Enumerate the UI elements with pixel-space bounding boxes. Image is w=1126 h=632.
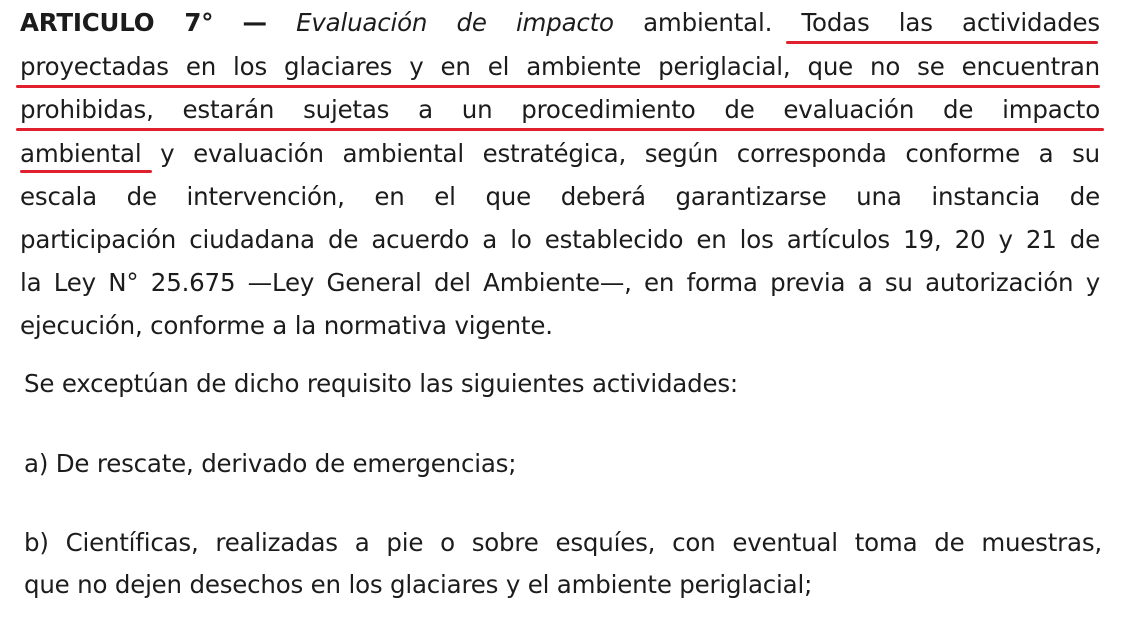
article-title-italic: Evaluación de impacto — [296, 8, 614, 37]
exceptions-intro: Se exceptúan de dicho requisito las siguientes actividades: — [24, 369, 738, 398]
red-underline-2 — [16, 85, 1100, 88]
article-heading: ARTICULO 7° — [20, 8, 214, 37]
article-line-3: prohibidas, estarán sujetas a un procedimiento de evaluación de impacto — [20, 95, 1100, 124]
article-line-6: participación ciudadana de acuerdo a lo establecido en los artículos 19, 20 y 21 de — [20, 225, 1100, 254]
article-line-1 — [20, 8, 1100, 38]
red-underline-1 — [786, 41, 1098, 44]
article-line-7: la Ley N° 25.675 —Ley General del Ambiente—, en forma previa a su autorización y — [20, 268, 1100, 297]
article-line-5: escala de intervención, en el que deberá garantizarse una instancia de — [20, 182, 1100, 211]
exception-item-b-line-2: que no dejen desechos en los glaciares y el ambiente periglacial; — [24, 570, 813, 599]
exception-item-b-line-1: b) Científicas, realizadas a pie o sobre esquíes, con eventual toma de muestras, — [24, 528, 1102, 557]
article-title-rest: ambiental. — [643, 8, 773, 37]
article-line-4: ambiental y evaluación ambiental estratégica, según corresponda conforme a su — [20, 139, 1100, 168]
article-line-8: ejecución, conforme a la normativa vigente. — [20, 311, 553, 340]
article-line-2: proyectadas en los glaciares y en el ambiente periglacial, que no se encuentran — [20, 52, 1100, 81]
article-line-1-tail: Todas las actividades — [801, 8, 1100, 37]
red-underline-4 — [20, 170, 152, 173]
exception-item-a: a) De rescate, derivado de emergencias; — [24, 449, 517, 478]
article-dash: — — [242, 8, 267, 37]
red-underline-3 — [16, 128, 1104, 131]
